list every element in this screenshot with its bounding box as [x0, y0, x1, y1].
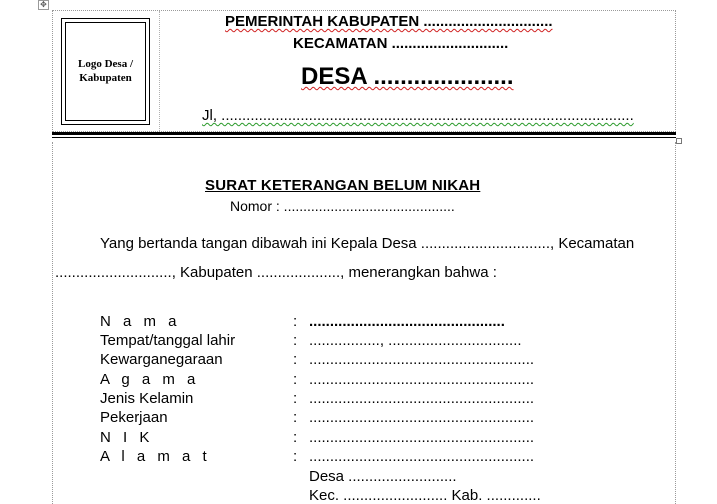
field-colon: :	[293, 332, 298, 349]
table-cell-divider	[159, 11, 161, 131]
field-value-kewarganegaraan: ......................................................	[309, 351, 535, 368]
field-label-nama: N a m a	[100, 313, 181, 330]
letter-title: SURAT KETERANGAN BELUM NIKAH	[205, 177, 481, 194]
field-value-nik: ......................................................	[309, 429, 535, 446]
field-colon: :	[293, 409, 298, 426]
field-value-nama: ...............................................	[309, 313, 505, 330]
letter-number: Nomor : ............................................	[230, 198, 455, 214]
field-label-jenis-kelamin: Jenis Kelamin	[100, 390, 194, 407]
field-label-agama: A g a m a	[100, 371, 200, 388]
field-value-pekerjaan: ......................................................	[309, 409, 535, 426]
field-label-alamat: A l a m a t	[100, 448, 211, 465]
logo-placeholder	[61, 18, 150, 125]
field-colon: :	[293, 390, 298, 407]
field-label-ttl: Tempat/tanggal lahir	[100, 332, 236, 349]
address-desa: Desa ..........................	[309, 468, 457, 485]
field-value-jenis-kelamin: ......................................................	[309, 390, 535, 407]
field-colon: :	[293, 429, 298, 446]
logo-label-line1: Logo Desa /	[78, 58, 133, 70]
table-resize-handle[interactable]	[676, 138, 682, 144]
intro-paragraph-line2: ............................, Kabupaten ...................., menerangkan bahwa :	[55, 264, 497, 281]
letterhead-rule-thick	[52, 132, 676, 135]
letterhead-rule-thin	[52, 137, 676, 138]
table-move-handle[interactable]: ✥	[38, 0, 49, 10]
logo-label-line2: Kabupaten	[79, 72, 132, 84]
header-address: Jl, ...................................................................................................	[202, 107, 634, 124]
header-kecamatan: KECAMATAN ............................	[293, 35, 509, 52]
field-value-ttl: ................., ................................	[309, 332, 522, 349]
letterhead-table	[52, 10, 676, 132]
field-label-kewarganegaraan: Kewarganegaraan	[100, 351, 223, 368]
field-colon: :	[293, 351, 298, 368]
field-colon: :	[293, 371, 298, 388]
header-desa: DESA .....................	[301, 63, 514, 90]
field-colon: :	[293, 313, 298, 330]
logo-placeholder-label	[62, 57, 149, 85]
field-label-nik: N I K	[100, 429, 154, 446]
field-value-alamat: ......................................................	[309, 448, 535, 465]
field-label-pekerjaan: Pekerjaan	[100, 409, 168, 426]
header-kabupaten: PEMERINTAH KABUPATEN ...............................	[225, 13, 553, 30]
field-colon: :	[293, 448, 298, 465]
intro-paragraph-line1: Yang bertanda tangan dibawah ini Kepala Desa ..............................., Kecamatan	[100, 235, 635, 252]
address-kecamatan-kabupaten: Kec. ......................... Kab. .............	[309, 487, 541, 504]
field-value-agama: ......................................................	[309, 371, 535, 388]
